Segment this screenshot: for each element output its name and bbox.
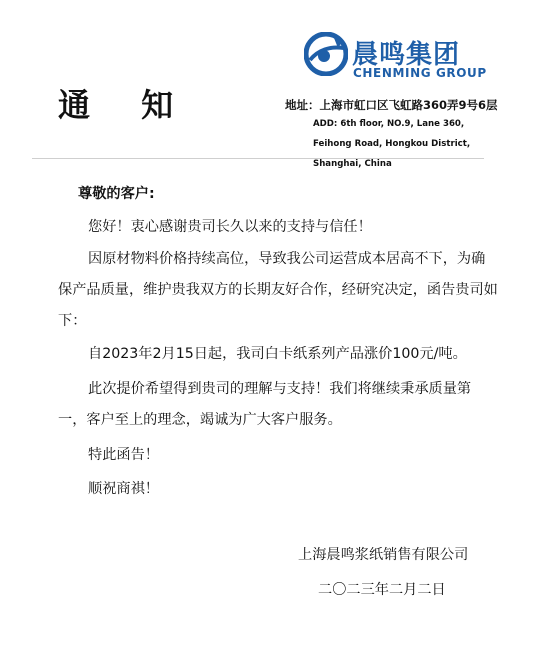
address-english: ADD: 6th floor, NO.9, Lane 360, Feihong Road, Hongkou District, Shanghai, China [313, 119, 471, 169]
paragraph-notice: 特此函告！ [88, 447, 159, 463]
logo-english-text: CHENMING GROUP [353, 66, 487, 80]
paragraph-commitment: 此次提价希望得到贵司的理解与支持！我们将继续秉承质量第一，客户至上的理念，竭诚为广大客户服务。 [58, 381, 472, 428]
paragraph-reason: 因原材物料价格持续高位，导致我公司运营成本居高不下，为确保产品质量，维护贵我双方的长期友好合作，经研究决定，函告贵司如下： [58, 251, 498, 329]
paragraph-price-increase: 自2023年2月15日起，我司白卡纸系列产品涨价100元/吨。 [88, 346, 467, 362]
company-logo [304, 30, 504, 84]
company-signature: 上海晨鸣浆纸销售有限公司 [298, 547, 469, 563]
chenming-logo-icon [304, 32, 348, 76]
paragraph-closing: 顺祝商祺！ [88, 481, 159, 497]
letter-greeting: 尊敬的客户: [78, 186, 155, 202]
address-chinese: 地址：上海市虹口区飞虹路360弄9号6层 [285, 98, 498, 112]
paragraph-thanks: 您好！衷心感谢贵司长久以来的支持与信任！ [88, 219, 372, 235]
document-title: 通 知 [58, 86, 194, 124]
logo-chinese-text: 晨鸣集团 [352, 40, 461, 70]
header-divider [32, 158, 484, 159]
letter-date: 二〇二三年二月二日 [318, 582, 446, 598]
